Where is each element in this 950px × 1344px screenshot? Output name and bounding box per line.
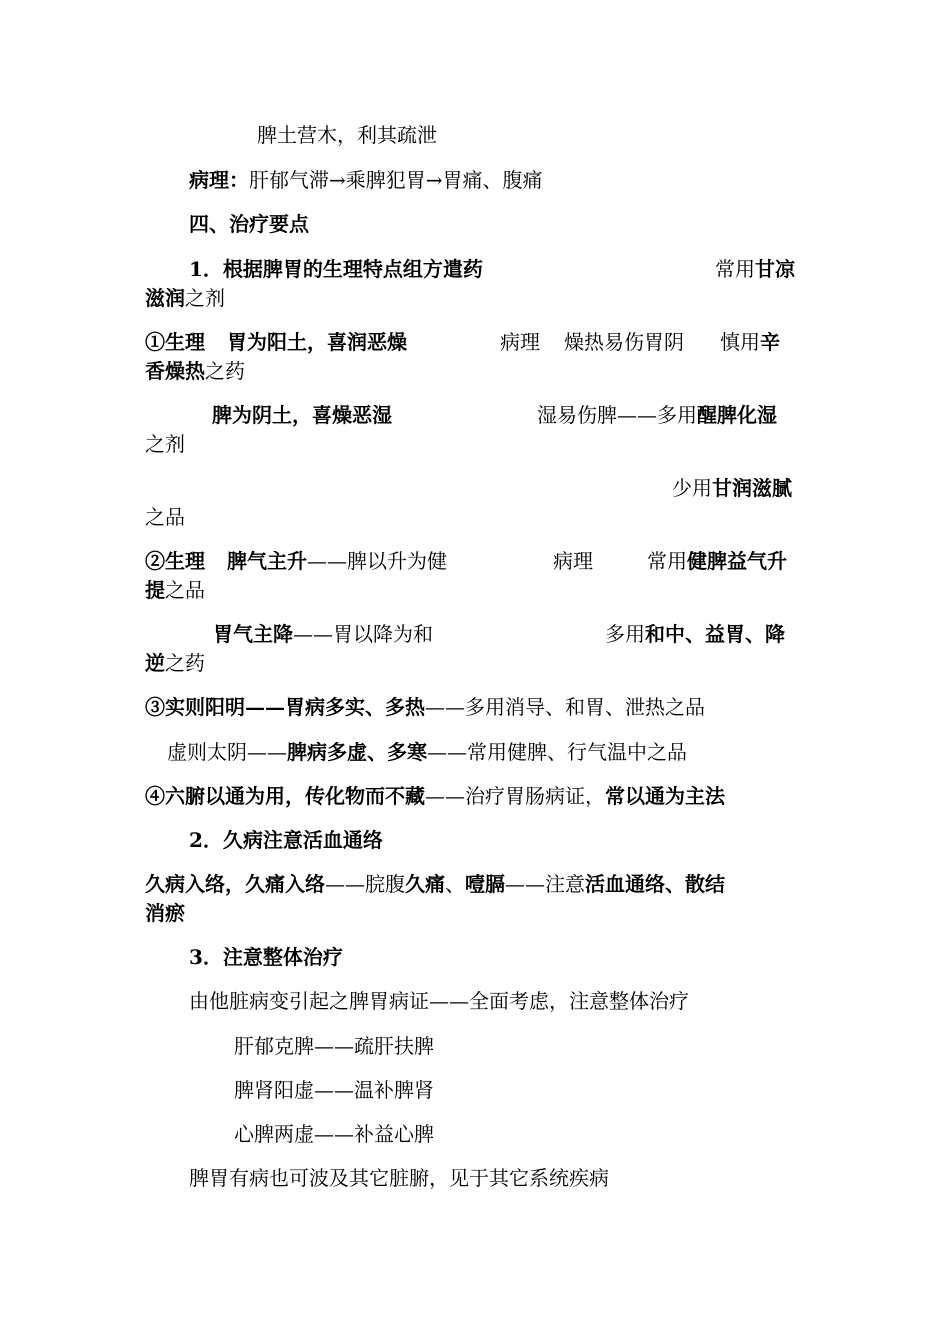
text-line [145,328,407,357]
text-span: 脾土营木，利其疏泄 [257,123,437,147]
text-line [605,620,785,649]
text-span: 多用 [605,622,645,646]
text-span: 燥热易伤胃阴 [564,330,684,354]
text-line [167,738,835,767]
text-line [234,1032,902,1061]
text-line [257,121,925,150]
text-line [145,870,813,899]
bold-span: 2．久病注意活血通络 [189,828,383,852]
text-span: ——脘腹 [325,872,405,896]
bold-span: ①生理 [145,330,205,354]
text-span: ——治疗胃肠病证， [425,784,605,808]
text-line [234,1120,902,1149]
text-line [212,401,392,430]
text-span: 少用 [672,476,712,500]
text-line [537,401,777,430]
text-span: 肝郁克脾——疏肝扶脾 [234,1034,434,1058]
text-span: ——脾以升为健 [307,549,447,573]
bold-span: 胃为阳土，喜润恶燥 [227,330,407,354]
bold-span: 健脾益气升 [687,549,787,573]
bold-span: 久痛 [405,872,445,896]
text-line [189,987,857,1016]
text-line [145,284,225,313]
bold-span: ④六腑以通为用，传化物而不藏 [145,784,425,808]
bold-span: 3．注意整体治疗 [189,945,343,969]
text-line [145,649,205,678]
bold-span: 噎膈 [465,872,505,896]
text-line [145,430,185,459]
bold-span: 胃病多实、多热 [285,695,425,719]
bold-span: 四、治疗要点 [189,212,309,236]
text-span: 心脾两虚——补益心脾 [234,1122,434,1146]
text-line [234,1076,902,1105]
text-line [145,899,185,928]
text-line [145,576,205,605]
bold-span: 甘凉 [755,257,795,281]
bold-span: 病理： [189,168,249,192]
bold-span: ②生理 [145,549,205,573]
text-span: 之药 [205,359,245,383]
bold-span: 和中、益胃、降 [645,622,785,646]
text-span: ——注意 [505,872,585,896]
text-span: 湿易伤脾——多用 [537,403,697,427]
text-span: 脾肾阳虚——温补脾肾 [234,1078,434,1102]
text-line [145,547,447,576]
text-span: ——多用消导、和胃、泄热之品 [425,695,705,719]
bold-span: 醒脾化湿 [697,403,777,427]
text-span: 虚则太阴—— [167,740,287,764]
text-line [145,693,813,722]
text-span: 肝郁气滞→乘脾犯胃→胃痛、腹痛 [249,168,543,192]
text-line [500,328,780,357]
bold-span: 1．根据脾胃的生理特点组方遣药 [189,257,483,281]
text-span: 脾胃有病也可波及其它脏腑，见于其它系统疾病 [189,1166,609,1190]
text-span: 之剂 [185,286,225,310]
text-span: 之品 [165,578,205,602]
text-span: 慎用 [720,330,760,354]
text-span: 病理 [553,549,593,573]
text-line [145,782,813,811]
bold-span: 脾气主升 [227,549,307,573]
text-line [213,620,433,649]
text-span: 常用 [647,549,687,573]
text-line [145,357,245,386]
bold-span: 脾为阴土，喜燥恶湿 [212,403,392,427]
text-span: ——常用健脾、行气温中之品 [427,740,687,764]
subsection-heading [189,826,857,855]
text-span: ——胃以降为和 [293,622,433,646]
text-line [715,255,795,284]
bold-span: 香燥热 [145,359,205,383]
bold-span: ③实则阳明—— [145,695,285,719]
bold-span: 胃气主降 [213,622,293,646]
text-line [189,166,857,195]
bold-span: 提 [145,578,165,602]
text-span: 之剂 [145,432,185,456]
subsection-heading [189,943,857,972]
bold-span: 久病入络，久痛入络 [145,872,325,896]
text-span: 病理 [500,330,540,354]
bold-span: 逆 [145,651,165,675]
bold-span: 常以通为主法 [605,784,725,808]
bold-span: 辛 [760,330,780,354]
text-line [553,547,787,576]
text-line [145,503,185,532]
text-span: 、 [445,872,465,896]
bold-span: 滋润 [145,286,185,310]
bold-span: 消瘀 [145,901,185,925]
bold-span: 甘润滋腻 [712,476,792,500]
bold-span: 脾病多虚、多寒 [287,740,427,764]
section-heading [189,210,857,239]
text-line [672,474,792,503]
text-span: 之品 [145,505,185,529]
text-span: 之药 [165,651,205,675]
text-line [189,1164,857,1193]
bold-span: 活血通络、散结 [585,872,725,896]
text-span: 常用 [715,257,755,281]
text-span: 由他脏病变引起之脾胃病证——全面考虑，注意整体治疗 [189,989,689,1013]
